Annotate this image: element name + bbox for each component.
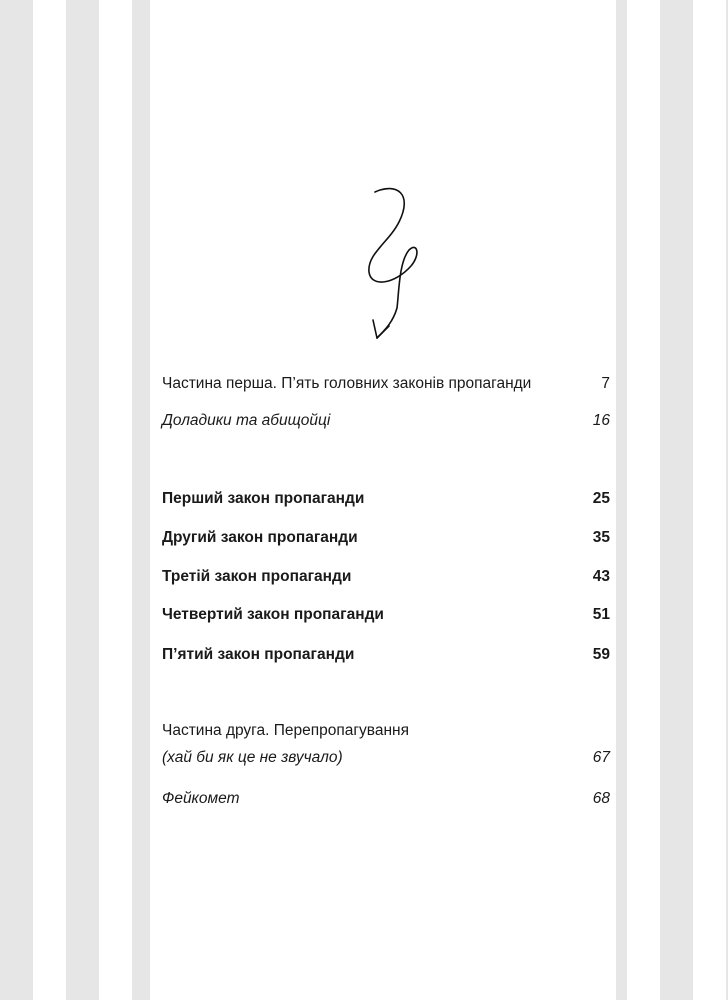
- toc-entry-title: Доладики та абищойці: [162, 412, 331, 429]
- toc-entry-page: 51: [592, 606, 610, 623]
- toc-entry-subtitle: (хай би як це не звучало): [162, 749, 343, 766]
- toc-entry-law-4[interactable]: [162, 605, 610, 625]
- toc-entry-law-2[interactable]: [162, 528, 610, 548]
- handwritten-arrow-squiggle-icon: [355, 180, 445, 350]
- toc-entry-title: П’ятий закон пропаганди: [162, 646, 355, 663]
- toc-entry-title: Перший закон пропаганди: [162, 490, 365, 507]
- toc-entry-title: Четвертий закон пропаганди: [162, 606, 384, 623]
- toc-entry-law-3[interactable]: [162, 567, 610, 587]
- toc-entry-page: 25: [592, 490, 610, 507]
- toc-entry-part-one[interactable]: [162, 374, 610, 394]
- toc-entry-title: Другий закон пропаганди: [162, 529, 358, 546]
- toc-entry-part-two[interactable]: [162, 748, 610, 768]
- toc-entry-part-two-title[interactable]: Частина друга. Перепропагування: [162, 722, 409, 739]
- toc-entry-page: 7: [601, 375, 610, 392]
- toc-entry-preface[interactable]: [162, 411, 610, 431]
- toc-entry-page: 43: [592, 568, 610, 585]
- toc-entry-fakeomet[interactable]: [162, 789, 610, 809]
- toc-entry-title: Фейкомет: [162, 790, 240, 807]
- toc-entry-page: 68: [592, 790, 610, 807]
- toc-entry-page: 67: [592, 749, 610, 766]
- toc-entry-law-5[interactable]: [162, 645, 610, 665]
- toc-entry-page: 59: [592, 646, 610, 663]
- toc-entry-page: 16: [592, 412, 610, 429]
- toc-entry-title: Третій закон пропаганди: [162, 568, 352, 585]
- toc-entry-law-1[interactable]: [162, 489, 610, 509]
- toc-entry-title: Частина перша. П’ять головних законів пропаганди: [162, 375, 532, 392]
- toc-entry-page: 35: [592, 529, 610, 546]
